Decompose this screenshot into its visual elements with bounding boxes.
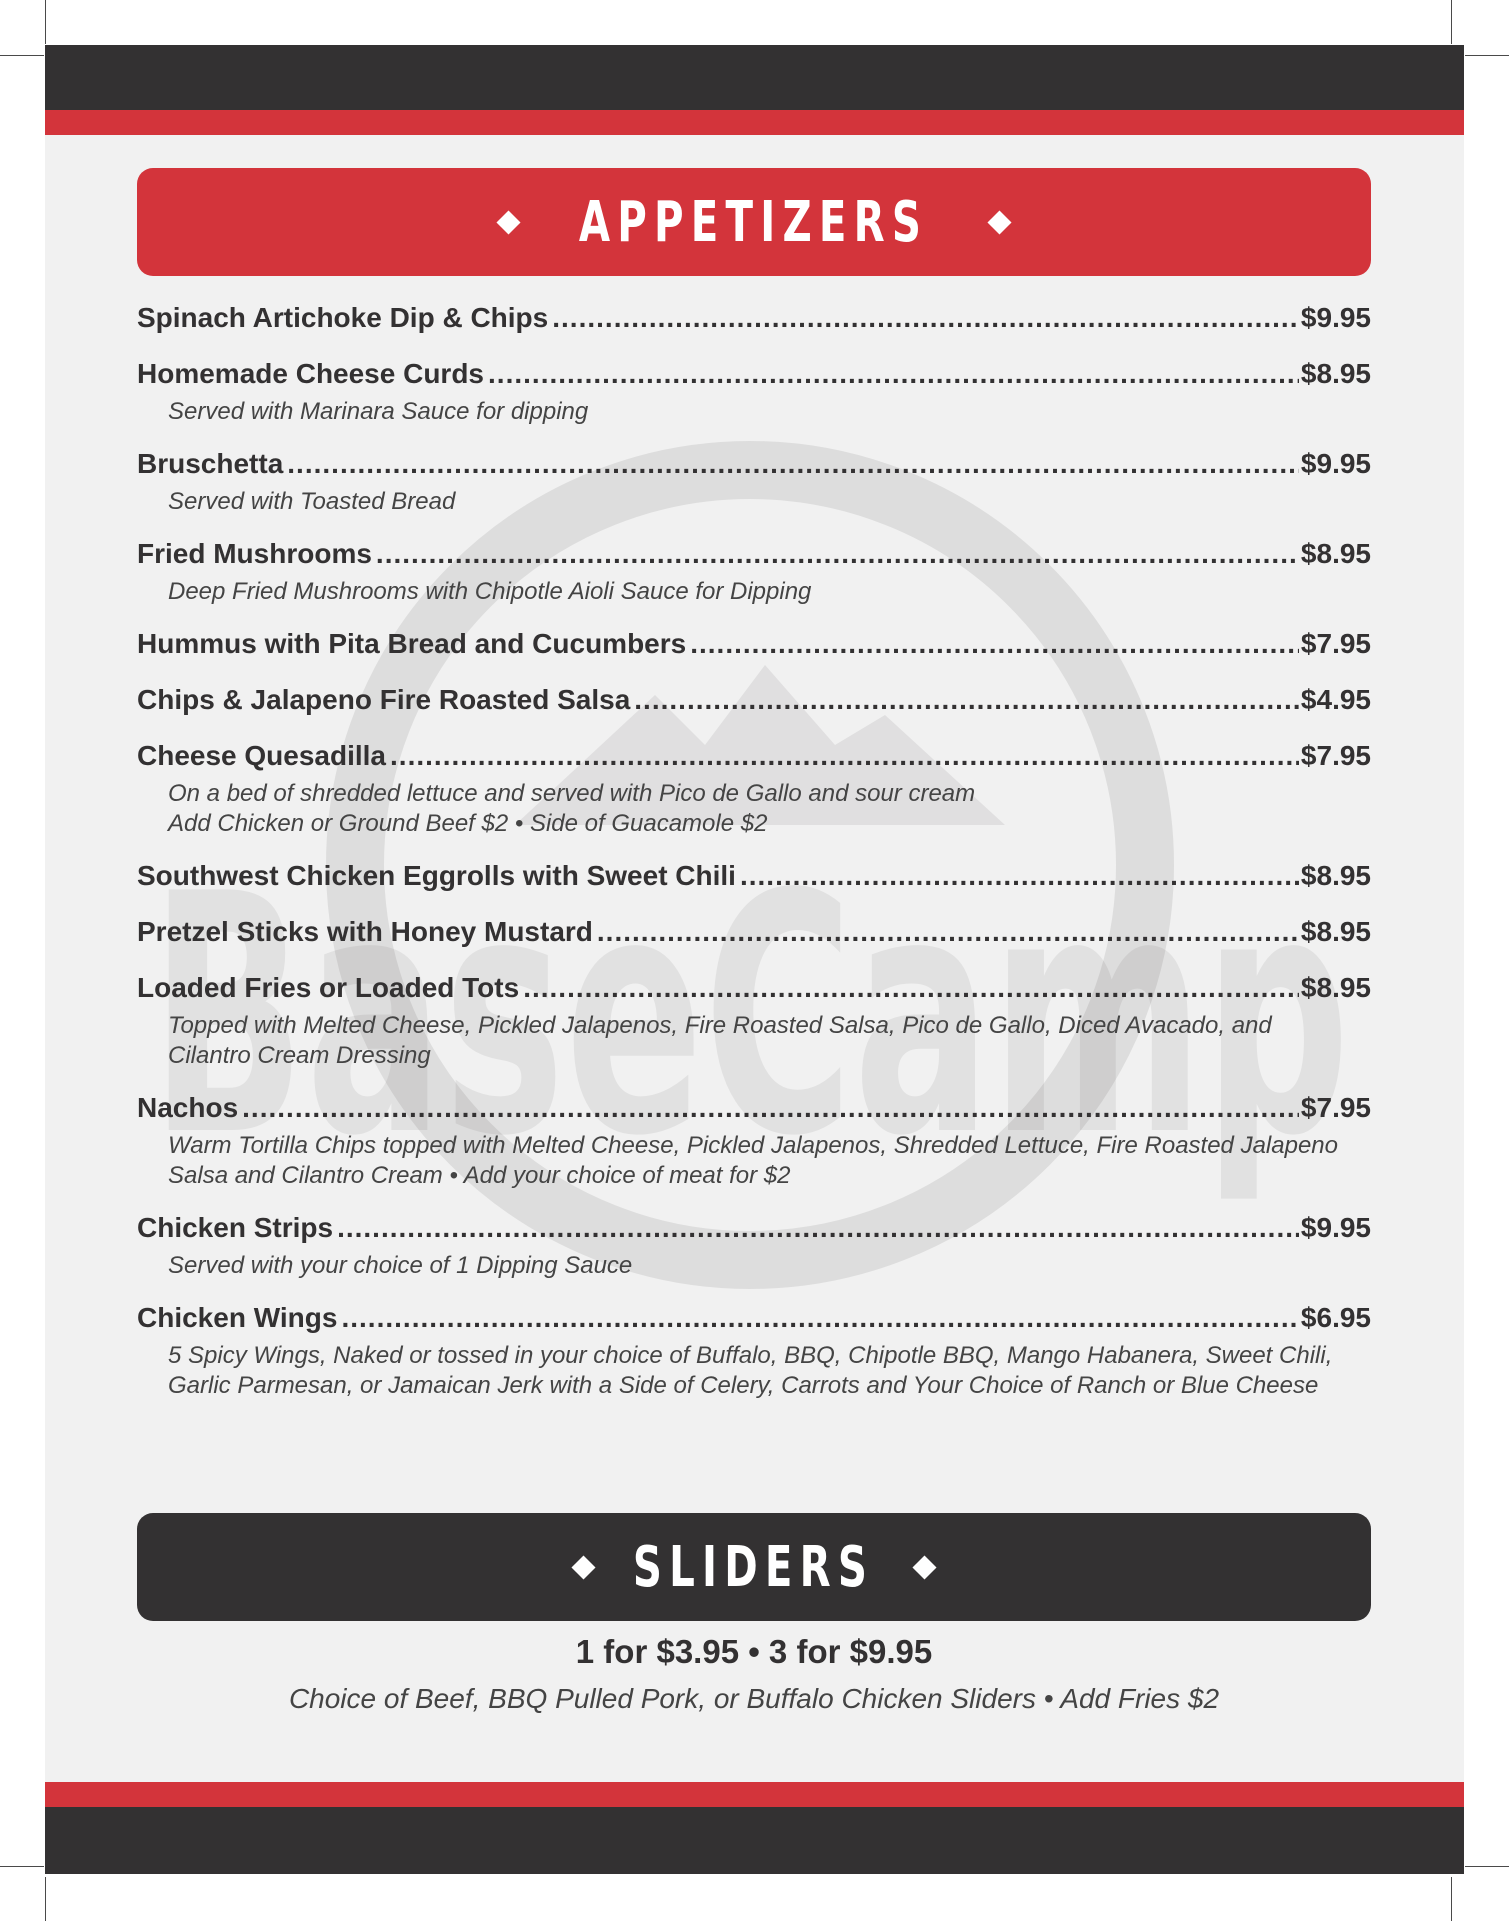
crop-mark	[1451, 1877, 1452, 1921]
dot-leader	[634, 681, 1299, 719]
menu-item	[137, 445, 1371, 517]
top-red-band	[45, 110, 1464, 135]
top-dark-band	[45, 45, 1464, 110]
item-description: 5 Spicy Wings, Naked or tossed in your choice of Buffalo, BBQ, Chipotle BBQ, Mango Habanera, Sweet Chili, Garlic Parmesan, or Jamaican Jerk with a Side of Celery, Carrots and Your Choice of Ranch or Blue Cheese	[168, 1342, 1333, 1399]
dot-leader	[740, 857, 1299, 895]
crop-mark	[0, 1866, 44, 1867]
item-description-line: Add Chicken or Ground Beef $2 • Side of Guacamole $2	[168, 810, 768, 837]
dot-leader	[337, 1209, 1299, 1247]
item-name: Chicken Wings	[137, 1302, 338, 1333]
bottom-red-band	[45, 1782, 1464, 1807]
menu-item	[137, 299, 1371, 337]
sliders-description: Choice of Beef, BBQ Pulled Pork, or Buffalo Chicken Sliders • Add Fries $2	[288, 1683, 1220, 1714]
watermark-brand-text: BaseCamp	[150, 824, 1350, 1208]
item-name: Nachos	[137, 1092, 239, 1123]
item-description: Served with your choice of 1 Dipping Sauce	[168, 1252, 633, 1279]
dot-leader	[242, 1089, 1299, 1127]
menu-page	[45, 45, 1464, 1874]
dot-leader	[690, 625, 1299, 663]
dot-leader	[488, 355, 1299, 393]
item-name: Bruschetta	[137, 448, 284, 479]
menu-item	[137, 1089, 1371, 1191]
dot-leader	[390, 737, 1299, 775]
menu-item	[137, 857, 1371, 895]
menu-item	[137, 625, 1371, 663]
item-name: Fried Mushrooms	[137, 538, 372, 569]
appetizers-title: APPETIZERS	[579, 189, 929, 255]
item-description: Deep Fried Mushrooms with Chipotle Aioli Sauce for Dipping	[168, 578, 812, 605]
item-price: $8.95	[1300, 972, 1371, 1003]
menu-item	[137, 913, 1371, 951]
appetizers-header	[137, 168, 1371, 276]
item-description-line: On a bed of shredded lettuce and served with Pico de Gallo and sour cream	[168, 780, 976, 807]
bottom-dark-band	[45, 1807, 1464, 1874]
sliders-header	[137, 1513, 1371, 1621]
menu-item	[137, 969, 1371, 1071]
item-price: $7.95	[1300, 628, 1371, 659]
item-name: Homemade Cheese Curds	[137, 358, 485, 389]
item-name: Hummus with Pita Bread and Cucumbers	[137, 628, 687, 659]
item-price: $8.95	[1300, 860, 1371, 891]
dot-leader	[597, 913, 1299, 951]
item-description: Served with Toasted Bread	[168, 488, 456, 515]
sliders-title: SLIDERS	[633, 1534, 875, 1600]
item-name: Spinach Artichoke Dip & Chips	[137, 302, 549, 333]
item-price: $7.95	[1300, 740, 1371, 771]
dot-leader	[341, 1299, 1298, 1337]
item-description: Warm Tortilla Chips topped with Melted Cheese, Pickled Jalapenos, Shredded Lettuce, Fire Roasted Jalapeno Salsa and Cilantro Cream • Add your choice of meat for $2	[168, 1132, 1338, 1189]
item-price: $8.95	[1300, 916, 1371, 947]
item-price: $9.95	[1300, 448, 1371, 479]
diamond-icon	[572, 1555, 596, 1579]
item-price: $9.95	[1300, 302, 1371, 333]
item-name: Southwest Chicken Eggrolls with Sweet Chili	[137, 860, 736, 891]
crop-mark	[1451, 0, 1452, 44]
item-price: $8.95	[1300, 358, 1371, 389]
sliders-price-line: 1 for $3.95 • 3 for $9.95	[575, 1633, 933, 1670]
item-description: Served with Marinara Sauce for dipping	[168, 398, 589, 425]
dot-leader	[523, 969, 1299, 1007]
item-price: $4.95	[1300, 684, 1371, 715]
dot-leader	[376, 535, 1299, 573]
dot-leader	[552, 299, 1299, 337]
menu-item	[137, 1209, 1371, 1281]
menu-item	[137, 1299, 1371, 1401]
item-name: Pretzel Sticks with Honey Mustard	[137, 916, 593, 947]
item-description	[168, 779, 1338, 839]
diamond-icon	[912, 1555, 936, 1579]
diamond-icon	[987, 210, 1011, 234]
item-price: $7.95	[1300, 1092, 1371, 1123]
item-name: Chips & Jalapeno Fire Roasted Salsa	[137, 684, 631, 715]
item-name: Cheese Quesadilla	[137, 740, 387, 771]
crop-mark	[1465, 1866, 1509, 1867]
crop-mark	[45, 0, 46, 44]
item-price: $6.95	[1300, 1302, 1371, 1333]
item-price: $8.95	[1300, 538, 1371, 569]
diamond-icon	[497, 210, 521, 234]
crop-mark	[1465, 55, 1509, 56]
menu-item	[137, 355, 1371, 427]
crop-mark	[0, 55, 44, 56]
item-price: $9.95	[1300, 1212, 1371, 1243]
item-name: Loaded Fries or Loaded Tots	[137, 972, 520, 1003]
item-name: Chicken Strips	[137, 1212, 334, 1243]
menu-item	[137, 535, 1371, 607]
menu-item	[137, 737, 1371, 839]
dot-leader	[287, 445, 1299, 483]
item-description: Topped with Melted Cheese, Pickled Jalapenos, Fire Roasted Salsa, Pico de Gallo, Diced Avacado, and Cilantro Cream Dressing	[168, 1012, 1272, 1069]
crop-mark	[45, 1877, 46, 1921]
menu-item	[137, 681, 1371, 719]
appetizers-list	[137, 299, 1371, 1419]
